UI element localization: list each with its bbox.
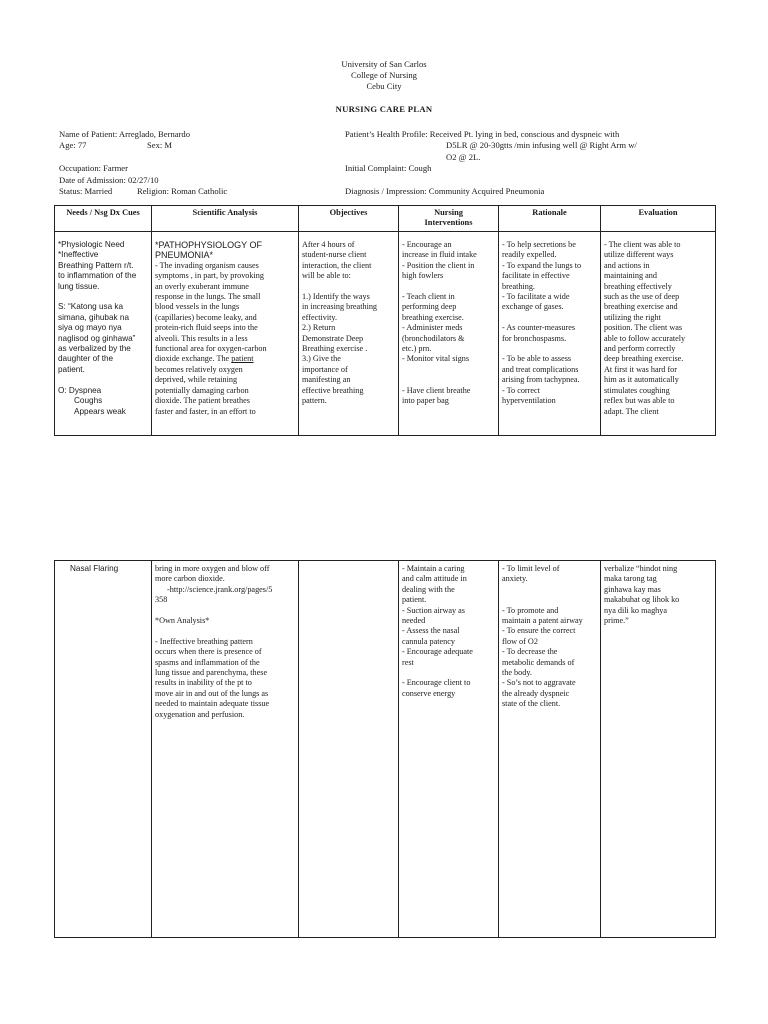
city-name: Cebu City — [366, 81, 402, 91]
needs-line: daughter of the — [58, 354, 114, 364]
evaluation-line: utilize different ways — [604, 250, 674, 260]
rationale-line — [502, 595, 597, 605]
diagnosis: Diagnosis / Impression: Community Acquired Pneumonia — [345, 186, 545, 197]
rationale-line: metabolic demands of — [502, 657, 575, 667]
interventions-line: - Teach client in — [402, 292, 455, 302]
rationale-line: the body. — [502, 668, 532, 678]
analysis-text: dioxide exchange. The — [155, 354, 230, 364]
health-profile-line-3: O2 @ 2L. — [446, 151, 481, 162]
rationale-line: - To facilitate a wide — [502, 292, 570, 302]
patient-occupation: Occupation: Farmer — [59, 163, 128, 174]
care-plan-table-page-2 — [54, 560, 716, 938]
needs-line: Breathing Pattern r/t. — [58, 260, 134, 270]
interventions-line — [402, 282, 495, 292]
analysis-line: results in inability of the pt to — [155, 678, 252, 688]
analysis-line: potentially damaging carbon — [155, 385, 249, 395]
rationale-line: maintain a patent airway — [502, 616, 583, 626]
patient-age-sex — [59, 140, 190, 151]
analysis-line: 358 — [155, 595, 168, 605]
patient-status: Status: Married — [59, 186, 113, 197]
needs-line: Coughs — [74, 396, 103, 406]
evaluation-line: stimulates coughing — [604, 385, 670, 395]
needs-line: Nasal Flaring — [70, 564, 119, 573]
cell-evaluation — [601, 561, 716, 938]
analysis-line: needed to maintain adequate tissue — [155, 699, 270, 709]
analysis-line — [155, 626, 295, 636]
college-name: College of Nursing — [351, 70, 417, 80]
interventions-line — [402, 668, 495, 678]
cell-analysis — [152, 561, 299, 938]
interventions-line: dealing with the — [402, 584, 455, 594]
needs-line: as verbalized by the — [58, 344, 131, 354]
evaluation-line: utilizing the right — [604, 312, 661, 322]
interventions-line: - Have client breathe — [402, 385, 471, 395]
cell-objectives — [299, 232, 399, 436]
needs-line: O: Dyspnea — [58, 385, 102, 395]
evaluation-line: verbalize “hindot ning — [604, 564, 678, 573]
patient-name: Name of Patient: Arreglado, Bernardo — [59, 129, 191, 139]
rationale-line: for bronchospasms. — [502, 333, 567, 343]
analysis-line: an overly exuberant immune — [155, 281, 249, 291]
rationale-line: - So’s not to aggravate — [502, 678, 576, 688]
patient-info-left — [59, 129, 228, 197]
rationale-line: the already dyspneic — [502, 688, 570, 698]
cell-interventions — [399, 232, 499, 436]
interventions-line: etc.) prn. — [402, 344, 432, 354]
evaluation-line: able to follow accurately — [604, 333, 686, 343]
health-profile-line-1: Patient’s Health Profile: Received Pt. lying in bed, conscious and dyspneic with — [345, 129, 620, 139]
analysis-line: symptoms , in part, by provoking — [155, 271, 264, 281]
evaluation-line: makabuhat og lihok ko — [604, 595, 680, 605]
header-interventions-line-2: Interventions — [424, 218, 473, 227]
evaluation-line: ginhawa kay mas — [604, 584, 661, 594]
rationale-line: - To ensure the correct — [502, 626, 576, 636]
rationale-line — [502, 585, 597, 595]
interventions-line: conserve energy — [402, 688, 456, 698]
cell-rationale — [499, 561, 601, 938]
needs-line: *Physiologic Need — [58, 240, 125, 249]
evaluation-line: - The client was able to — [604, 240, 681, 249]
analysis-line: - The invading organism causes — [155, 260, 259, 270]
analysis-heading: PNEUMONIA* — [155, 250, 214, 261]
evaluation-line: deep breathing exercise. — [604, 354, 684, 364]
analysis-heading: *Own Analysis* — [155, 616, 210, 626]
interventions-line: (bronchodilators & — [402, 333, 465, 343]
analysis-line: lung tissue and parenchyma, these — [155, 668, 268, 678]
evaluation-line: nya dili ko maghya — [604, 605, 667, 615]
evaluation-line: such as the use of deep — [604, 292, 680, 302]
analysis-line: becomes relatively oxygen — [155, 364, 243, 374]
interventions-line: patient. — [402, 595, 427, 605]
cell-analysis — [152, 232, 299, 436]
interventions-line: - Assess the nasal — [402, 626, 460, 636]
objectives-line: effective breathing — [302, 385, 364, 395]
analysis-line: functional area for oxygen-carbon — [155, 344, 267, 354]
interventions-line: rest — [402, 657, 414, 667]
needs-line: lung tissue. — [58, 281, 100, 291]
interventions-line: - Encourage client to — [402, 678, 471, 688]
analysis-line — [155, 354, 295, 364]
health-profile-line-2: D5LR @ 20-30gtts /min infusing well @ Right Arm w/ — [446, 140, 637, 151]
university-name: University of San Carlos — [341, 59, 427, 69]
rationale-line: flow of O2 — [502, 636, 538, 646]
rationale-line: hyperventilation — [502, 396, 556, 406]
rationale-line: - As counter-measures — [502, 323, 576, 333]
objectives-line: Demonstrate Deep — [302, 333, 364, 343]
spacer — [345, 175, 637, 186]
initial-complaint: Initial Complaint: Cough — [345, 163, 432, 174]
evaluation-line: adapt. The client — [604, 406, 659, 416]
analysis-line: response in the lungs. The small — [155, 292, 261, 302]
needs-line: S: “Katong usa ka — [58, 302, 124, 312]
needs-line: siya og mayo nya — [58, 323, 122, 333]
patient-religion: Religion: Roman Catholic — [137, 186, 228, 197]
table-header-row — [55, 206, 716, 232]
needs-line: Appears weak — [74, 406, 126, 416]
evaluation-line: breathing effectively — [604, 281, 672, 291]
evaluation-line: and perform correctly — [604, 344, 676, 354]
rationale-line: - To promote and — [502, 605, 559, 615]
interventions-line: needed — [402, 616, 426, 626]
rationale-line: anxiety. — [502, 574, 528, 584]
analysis-line: - Ineffective breathing pattern — [155, 636, 253, 646]
evaluation-line: maintaining and — [604, 271, 657, 281]
status-religion — [59, 186, 228, 197]
page-title: NURSING CARE PLAN — [335, 104, 433, 114]
analysis-line: protein-rich fluid seeps into the — [155, 323, 258, 333]
interventions-line: - Suction airway as — [402, 605, 465, 615]
needs-line: *Ineffective — [58, 250, 99, 260]
objectives-line: interaction, the client — [302, 260, 372, 270]
objectives-line: 2.) Return — [302, 323, 336, 333]
rationale-line: - To expand the lungs to — [502, 260, 582, 270]
analysis-line: oxygenation and perfusion. — [155, 709, 245, 719]
header-needs: Needs / Nsg Dx Cues — [55, 206, 152, 232]
objectives-line: pattern. — [302, 396, 327, 406]
cell-needs — [55, 232, 152, 436]
interventions-line: - Monitor vital signs — [402, 354, 470, 364]
patient-sex: Sex: M — [147, 140, 173, 151]
cell-objectives — [299, 561, 399, 938]
objectives-line: manifesting an — [302, 375, 351, 385]
interventions-line: - Position the client in — [402, 260, 475, 270]
cell-rationale — [499, 232, 601, 436]
objectives-line: 1.) Identify the ways — [302, 292, 370, 302]
evaluation-line: At first it was hard for — [604, 364, 677, 374]
objectives-line: student-nurse client — [302, 250, 367, 260]
rationale-line: and treat complications — [502, 364, 579, 374]
table-row — [55, 232, 716, 436]
rationale-line — [502, 344, 597, 354]
cell-evaluation — [601, 232, 716, 436]
interventions-line: into paper bag — [402, 396, 449, 406]
analysis-line: blood vessels in the lungs — [155, 302, 240, 312]
rationale-line: breathing. — [502, 281, 535, 291]
analysis-line: dioxide. The patient breathes — [155, 396, 250, 406]
evaluation-line: and actions in — [604, 260, 650, 270]
rationale-line: - To correct — [502, 385, 540, 395]
rationale-line: arising from tachypnea. — [502, 375, 580, 385]
objectives-line: importance of — [302, 364, 348, 374]
analysis-line: deprived, while retaining — [155, 375, 238, 385]
rationale-line: - To help secretions be — [502, 240, 576, 249]
header-interventions — [399, 206, 499, 232]
analysis-line: alveoli. This results in a less — [155, 333, 248, 343]
analysis-line: spasms and inflammation of the — [155, 657, 260, 667]
evaluation-line: maka tarong tag — [604, 574, 657, 584]
needs-line: to inflammation of the — [58, 271, 137, 281]
evaluation-line: position. The client was — [604, 323, 683, 333]
interventions-line: - Maintain a caring — [402, 564, 465, 573]
objectives-line — [302, 282, 395, 292]
header-rationale: Rationale — [499, 206, 601, 232]
evaluation-line: breathing exercise and — [604, 302, 678, 312]
needs-line: simana, gihubak na — [58, 312, 130, 322]
rationale-line: facilitate in effective — [502, 271, 570, 281]
analysis-underlined-word: patient — [231, 354, 254, 364]
interventions-line — [402, 375, 495, 385]
interventions-line: increase in fluid intake — [402, 250, 477, 260]
needs-line — [58, 292, 148, 302]
rationale-line: - To limit level of — [502, 564, 560, 573]
interventions-line: breathing exercise. — [402, 312, 464, 322]
interventions-line: - Administer meds — [402, 323, 463, 333]
objectives-line: effectivity. — [302, 312, 338, 322]
analysis-line: more carbon dioxide. — [155, 574, 225, 584]
rationale-line: exchange of gases. — [502, 302, 564, 312]
document-header — [284, 59, 484, 92]
analysis-line: move air in and out of the lungs as — [155, 688, 269, 698]
care-plan-table-page-1 — [54, 205, 716, 436]
cell-interventions — [399, 561, 499, 938]
patient-info-right — [345, 129, 637, 197]
header-analysis: Scientific Analysis — [152, 206, 299, 232]
header-objectives: Objectives — [299, 206, 399, 232]
interventions-line: - Encourage adequate — [402, 647, 473, 657]
needs-line — [58, 375, 148, 385]
objectives-line: will be able to: — [302, 271, 351, 281]
interventions-line: and calm attitude in — [402, 574, 467, 584]
admission-date: Date of Admission: 02/27/10 — [59, 174, 159, 185]
objectives-line: in increasing breathing — [302, 302, 378, 312]
needs-line: naglisod og ginhawa” — [58, 333, 136, 343]
objectives-line: 3.) Give the — [302, 354, 341, 364]
interventions-line: - Encourage an — [402, 240, 452, 249]
interventions-line — [402, 365, 495, 375]
table-row — [55, 561, 716, 938]
analysis-line: faster and faster, in an effort to — [155, 406, 256, 416]
rationale-line: state of the client. — [502, 699, 561, 709]
evaluation-line: him as it automatically — [604, 375, 679, 385]
analysis-heading: *PATHOPHYSIOLOGY OF — [155, 240, 263, 250]
analysis-line: -http://science.jrank.org/pages/5 — [167, 584, 273, 594]
cell-needs — [55, 561, 152, 938]
header-evaluation: Evaluation — [601, 206, 716, 232]
analysis-line — [155, 606, 295, 616]
objectives-line: After 4 hours of — [302, 240, 355, 249]
evaluation-line: reflex but was able to — [604, 396, 675, 406]
rationale-line — [502, 313, 597, 323]
analysis-line: bring in more oxygen and blow off — [155, 564, 270, 573]
header-interventions-line-1: Nursing — [434, 208, 463, 217]
rationale-line: - To be able to assess — [502, 354, 572, 364]
patient-age: Age: 77 — [59, 140, 87, 151]
rationale-line: - To decrease the — [502, 647, 558, 657]
analysis-line: (capillaries) become leaky, and — [155, 312, 257, 322]
interventions-line: performing deep — [402, 302, 457, 312]
objectives-line: Breathing exercise . — [302, 344, 368, 354]
evaluation-line: prime.” — [604, 616, 629, 626]
spacer — [59, 152, 190, 163]
analysis-line: occurs when there is presence of — [155, 647, 262, 657]
interventions-line: cannula patency — [402, 636, 455, 646]
interventions-line: high fowlers — [402, 271, 444, 281]
needs-line: patient. — [58, 364, 85, 374]
rationale-line: readily expelled. — [502, 250, 557, 260]
